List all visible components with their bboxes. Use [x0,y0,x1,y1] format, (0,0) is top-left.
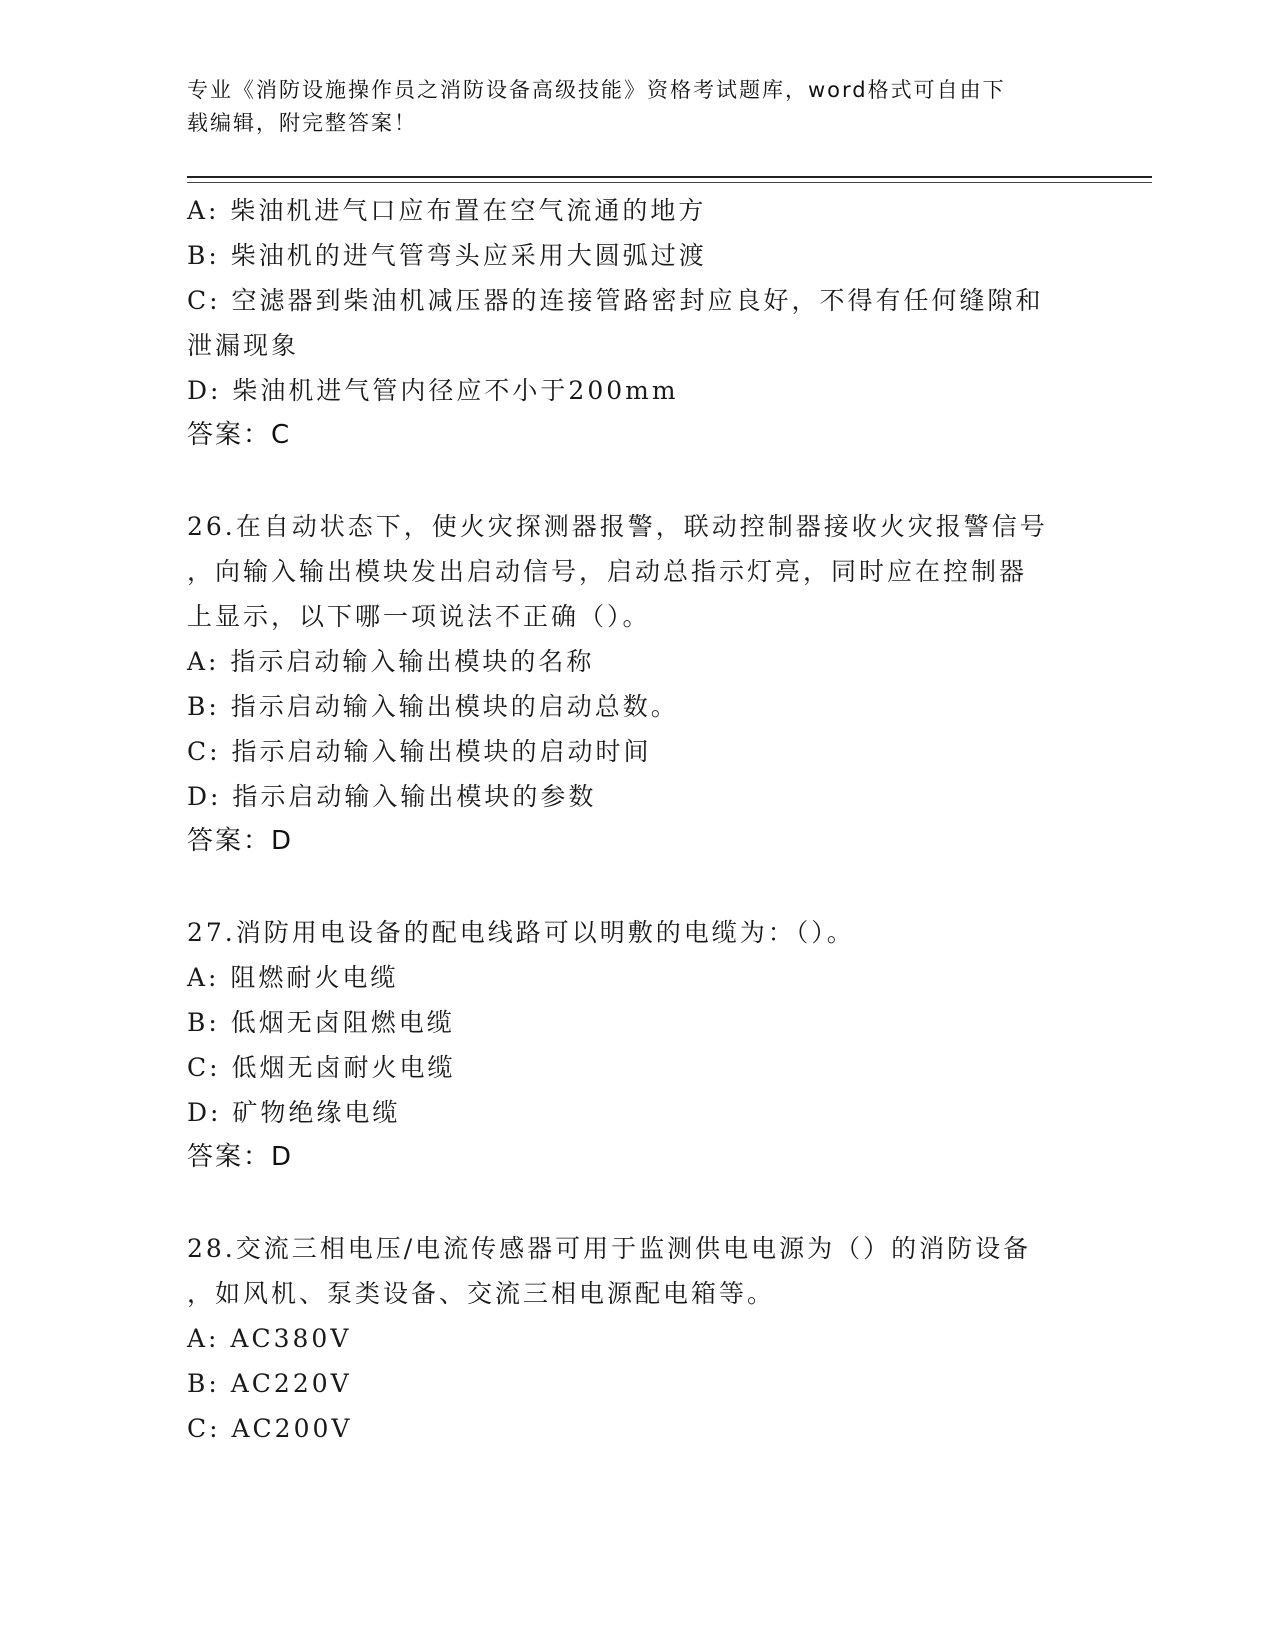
q28-option-b: B: AC220V [187,1369,352,1398]
q27-answer: 答案：D [187,1142,294,1172]
q27-option-b: B: 低烟无卤阻燃电缆 [187,1008,455,1037]
q26-question-line-2: ，向输入输出模块发出启动信号，启动总指示灯亮，同时应在控制器 [187,557,1028,586]
q25-option-c-line-1: C: 空滤器到柴油机减压器的连接管路密封应良好，不得有任何缝隙和 [187,286,1044,315]
q25-option-d: D: 柴油机进气管内径应不小于200mm [187,376,679,405]
question-list [187,188,1087,1451]
spacer [187,458,1087,504]
q28-option-a: A: AC380V [187,1324,352,1353]
question-26-block [187,504,1087,864]
header-line-2: 载编辑，附完整答案！ [187,111,417,135]
header-line-1: 专业《消防设施操作员之消防设备高级技能》资格考试题库，word格式可自由下 [187,78,1006,102]
q26-option-d: D: 指示启动输入输出模块的参数 [187,782,597,811]
question-28-block [187,1226,1087,1451]
header-divider-thick [187,176,1152,178]
q27-option-a: A: 阻燃耐火电缆 [187,963,399,992]
q25-answer: 答案：C [187,420,292,450]
q26-option-c: C: 指示启动输入输出模块的启动时间 [187,737,652,766]
header-divider-thin [187,182,1152,183]
q27-option-d: D: 矿物绝缘电缆 [187,1098,401,1127]
question-25-block [187,188,1087,458]
question-27-block [187,910,1087,1180]
spacer [187,1180,1087,1226]
spacer [187,864,1087,910]
document-header [187,74,1067,140]
q26-question-line-1: 26.在自动状态下，使火灾探测器报警，联动控制器接收火灾报警信号 [187,512,1048,541]
q25-option-c-line-2: 泄漏现象 [187,331,300,360]
q25-option-b: B: 柴油机的进气管弯头应采用大圆弧过渡 [187,241,707,270]
q28-question-line-2: ，如风机、泵类设备、交流三相电源配电箱等。 [187,1279,776,1308]
q27-question-line-1: 27.消防用电设备的配电线路可以明敷的电缆为：（）。 [187,918,855,947]
q25-option-a: A: 柴油机进气口应布置在空气流通的地方 [187,196,707,225]
q26-answer: 答案：D [187,826,294,856]
q28-option-c: C: AC200V [187,1414,353,1443]
q28-question-line-1: 28.交流三相电压/电流传感器可用于监测供电电源为（）的消防设备 [187,1234,1032,1263]
q26-question-line-3: 上显示，以下哪一项说法不正确（）。 [187,602,651,631]
q26-option-b: B: 指示启动输入输出模块的启动总数。 [187,692,679,721]
q27-option-c: C: 低烟无卤耐火电缆 [187,1053,456,1082]
q26-option-a: A: 指示启动输入输出模块的名称 [187,647,595,676]
